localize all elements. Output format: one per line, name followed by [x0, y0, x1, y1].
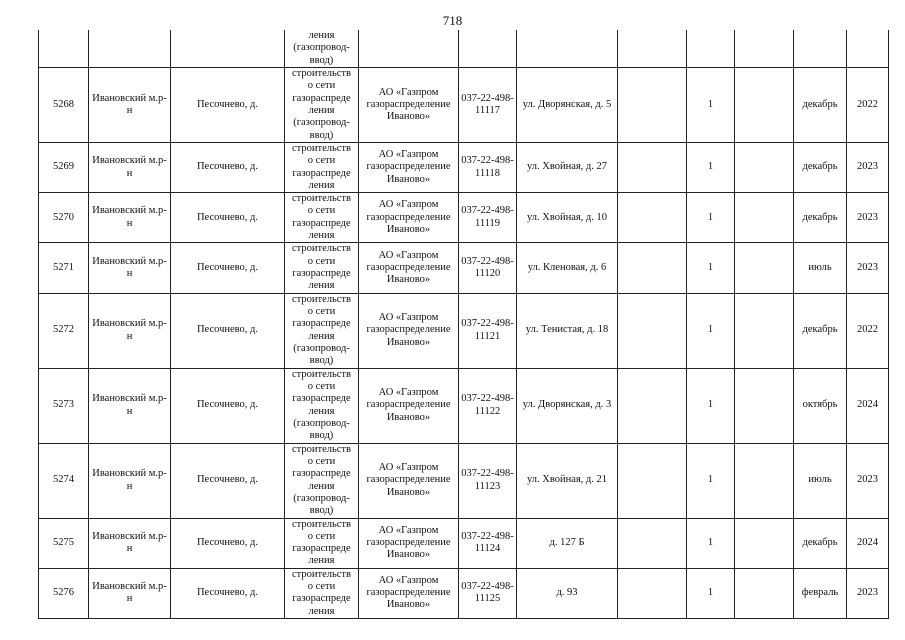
row-number-cell: 5273 — [39, 368, 89, 443]
year-cell: 2023 — [847, 243, 889, 293]
district-cell: Ивановский м.р-н — [89, 518, 171, 568]
quantity-cell: 1 — [687, 193, 735, 243]
work-type-cell: ления (газопровод- ввод) — [285, 30, 359, 68]
locality-cell: Песочнево, д. — [171, 368, 285, 443]
work-type-cell: строительств о сети газораспреде ления (газопровод- ввод) — [285, 68, 359, 143]
quantity-cell: 1 — [687, 568, 735, 618]
continued-row — [39, 30, 889, 68]
address-cell: ул. Кленовая, д. 6 — [517, 243, 618, 293]
quantity-cell: 1 — [687, 518, 735, 568]
object-code-cell: 037-22-498-11120 — [459, 243, 517, 293]
row-number-cell: 5271 — [39, 243, 89, 293]
organization-cell: АО «Газпром газораспределение Иваново» — [359, 518, 459, 568]
year-cell: 2024 — [847, 518, 889, 568]
table-row — [39, 518, 889, 568]
work-type-cell: строительств о сети газораспреде ления — [285, 243, 359, 293]
quantity-cell: 1 — [687, 368, 735, 443]
month-cell: декабрь — [794, 143, 847, 193]
empty-cell — [735, 68, 794, 143]
year-cell: 2023 — [847, 443, 889, 518]
year-cell: 2022 — [847, 293, 889, 368]
table-row — [39, 293, 889, 368]
work-type-cell: строительств о сети газораспреде ления — [285, 193, 359, 243]
organization-cell: АО «Газпром газораспределение Иваново» — [359, 243, 459, 293]
locality-cell: Песочнево, д. — [171, 518, 285, 568]
empty-cell — [618, 518, 687, 568]
year-cell: 2023 — [847, 143, 889, 193]
object-code-cell: 037-22-498-11118 — [459, 143, 517, 193]
district-cell: Ивановский м.р-н — [89, 143, 171, 193]
work-type-cell: строительств о сети газораспреде ления (газопровод- ввод) — [285, 293, 359, 368]
empty-cell — [735, 193, 794, 243]
quantity-cell: 1 — [687, 243, 735, 293]
locality-cell: Песочнево, д. — [171, 143, 285, 193]
row-number-cell: 5276 — [39, 568, 89, 618]
address-cell: ул. Дворянская, д. 5 — [517, 68, 618, 143]
month-cell: октябрь — [794, 368, 847, 443]
empty-cell — [618, 293, 687, 368]
empty-cell — [618, 443, 687, 518]
organization-cell: АО «Газпром газораспределение Иваново» — [359, 443, 459, 518]
object-code-cell: 037-22-498-11121 — [459, 293, 517, 368]
work-type-cell: строительств о сети газораспреде ления — [285, 143, 359, 193]
page-number: 718 — [442, 13, 463, 28]
quantity-cell: 1 — [687, 443, 735, 518]
district-cell: Ивановский м.р-н — [89, 193, 171, 243]
object-code-cell: 037-22-498-11124 — [459, 518, 517, 568]
address-cell: ул. Хвойная, д. 27 — [517, 143, 618, 193]
row-number-cell: 5268 — [39, 68, 89, 143]
year-cell: 2023 — [847, 193, 889, 243]
object-code-cell: 037-22-498-11123 — [459, 443, 517, 518]
address-cell: ул. Дворянская, д. 3 — [517, 368, 618, 443]
table-row — [39, 68, 889, 143]
address-cell: ул. Хвойная, д. 21 — [517, 443, 618, 518]
year-cell: 2024 — [847, 368, 889, 443]
organization-cell: АО «Газпром газораспределение Иваново» — [359, 368, 459, 443]
quantity-cell: 1 — [687, 68, 735, 143]
row-number-cell: 5274 — [39, 443, 89, 518]
district-cell: Ивановский м.р-н — [89, 568, 171, 618]
empty-cell — [618, 243, 687, 293]
empty-cell — [735, 568, 794, 618]
object-code-cell: 037-22-498-11119 — [459, 193, 517, 243]
gasification-table — [38, 30, 889, 619]
organization-cell: АО «Газпром газораспределение Иваново» — [359, 68, 459, 143]
quantity-cell: 1 — [687, 293, 735, 368]
month-cell: июль — [794, 243, 847, 293]
year-cell: 2023 — [847, 568, 889, 618]
locality-cell: Песочнево, д. — [171, 68, 285, 143]
organization-cell: АО «Газпром газораспределение Иваново» — [359, 568, 459, 618]
locality-cell: Песочнево, д. — [171, 568, 285, 618]
quantity-cell: 1 — [687, 143, 735, 193]
locality-cell: Песочнево, д. — [171, 243, 285, 293]
year-cell: 2022 — [847, 68, 889, 143]
empty-cell — [735, 243, 794, 293]
locality-cell: Песочнево, д. — [171, 293, 285, 368]
district-cell: Ивановский м.р-н — [89, 68, 171, 143]
empty-cell — [618, 368, 687, 443]
district-cell: Ивановский м.р-н — [89, 243, 171, 293]
work-type-cell: строительств о сети газораспреде ления — [285, 568, 359, 618]
table-row — [39, 443, 889, 518]
organization-cell: АО «Газпром газораспределение Иваново» — [359, 193, 459, 243]
month-cell: февраль — [794, 568, 847, 618]
month-cell: декабрь — [794, 293, 847, 368]
month-cell: декабрь — [794, 518, 847, 568]
address-cell: д. 127 Б — [517, 518, 618, 568]
empty-cell — [618, 68, 687, 143]
empty-cell — [618, 143, 687, 193]
work-type-cell: строительств о сети газораспреде ления (газопровод- ввод) — [285, 443, 359, 518]
month-cell: июль — [794, 443, 847, 518]
table-row — [39, 368, 889, 443]
row-number-cell: 5272 — [39, 293, 89, 368]
empty-cell — [735, 518, 794, 568]
district-cell: Ивановский м.р-н — [89, 368, 171, 443]
work-type-cell: строительств о сети газораспреде ления (газопровод- ввод) — [285, 368, 359, 443]
address-cell: д. 93 — [517, 568, 618, 618]
locality-cell: Песочнево, д. — [171, 193, 285, 243]
table-row — [39, 143, 889, 193]
empty-cell — [735, 443, 794, 518]
empty-cell — [735, 143, 794, 193]
empty-cell — [735, 293, 794, 368]
address-cell: ул. Хвойная, д. 10 — [517, 193, 618, 243]
row-number-cell: 5269 — [39, 143, 89, 193]
address-cell: ул. Тенистая, д. 18 — [517, 293, 618, 368]
month-cell: декабрь — [794, 68, 847, 143]
organization-cell: АО «Газпром газораспределение Иваново» — [359, 293, 459, 368]
row-number-cell: 5270 — [39, 193, 89, 243]
object-code-cell: 037-22-498-11125 — [459, 568, 517, 618]
organization-cell: АО «Газпром газораспределение Иваново» — [359, 143, 459, 193]
object-code-cell: 037-22-498-11122 — [459, 368, 517, 443]
table-row — [39, 243, 889, 293]
district-cell: Ивановский м.р-н — [89, 293, 171, 368]
empty-cell — [735, 368, 794, 443]
district-cell: Ивановский м.р-н — [89, 443, 171, 518]
empty-cell — [618, 568, 687, 618]
table-row — [39, 568, 889, 618]
work-type-cell: строительств о сети газораспреде ления — [285, 518, 359, 568]
object-code-cell: 037-22-498-11117 — [459, 68, 517, 143]
table-row — [39, 193, 889, 243]
row-number-cell: 5275 — [39, 518, 89, 568]
locality-cell: Песочнево, д. — [171, 443, 285, 518]
month-cell: декабрь — [794, 193, 847, 243]
empty-cell — [618, 193, 687, 243]
